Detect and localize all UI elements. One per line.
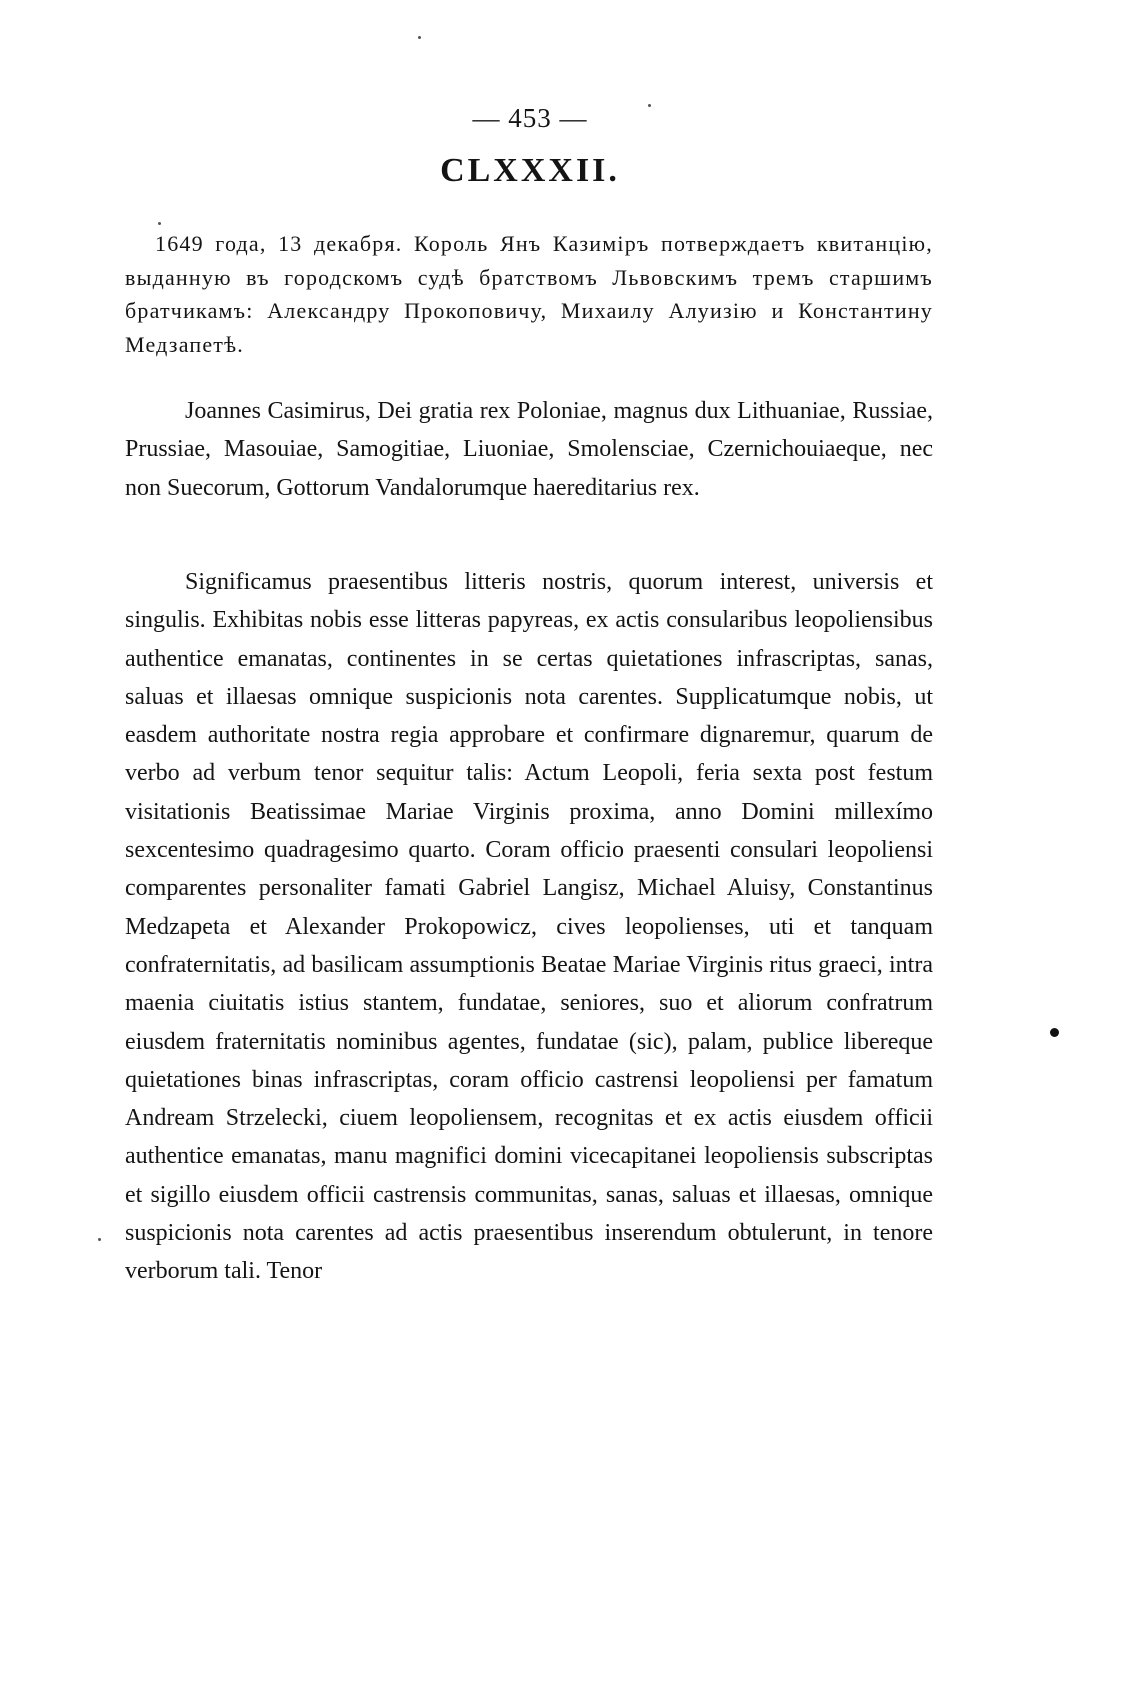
scan-speck [648,104,651,107]
scan-speck [158,222,161,225]
summary-text: 1649 года, 13 декабря. Король Янъ Казиміръ потверждаетъ квитанцію, выданную въ городскомъ судѣ братствомъ Львовскимъ тремъ старшимъ братчикамъ: Александру Прокоповичу, Михаилу Алуизію и Константину Медзапетѣ. [125,231,933,357]
body-paragraph-1 [125,392,933,507]
scan-speck [418,36,421,39]
body-paragraph-2 [125,563,933,1291]
paragraph-text: Significamus praesentibus litteris nostris, quorum interest, universis et singulis. Exhibitas nobis esse litteras papyreas, ex actis consularibus leopoliensibus authentice emanatas, continentes in se certas quietationes infrascriptas, sanas, saluas et illaesas omnique suspicionis nota carentes. Supplicatumque nobis, ut easdem authoritate nostra regia approbare et confirmare dignaremur, quarum de verbo ad verbum tenor sequitur talis: Actum Leopoli, feria sexta post festum visitationis Beatissimae Mariae Virginis proxima, anno Domini millexímo sexcentesimo quadragesimo quarto. Coram officio praesenti consulari leopoliensi comparentes personaliter famati Gabriel Langisz, Michael Aluisy, Constantinus Medzapeta et Alexander Prokopowicz, cives leopolienses, uti et tanquam confraternitatis, ad basilicam assumptionis Beatae Mariae Virginis ritus graeci, intra maenia ciuitatis istius stantem, fundatae, seniores, suo et aliorum confratrum eiusdem fraternitatis nominibus agentes, fundatae (sic), palam, publice libereque quietationes binas infrascriptas, coram officio castrensi leopoliensi per famatum Andream Strzelecki, ciuem leopoliensem, recognitas et ex actis eiusdem officii authentice emanatas, manu magnifici domini vicecapitanei leopoliensis subscriptas et sigillo eiusdem officii castrensis communitas, sanas, saluas et illaesas, omnique suspicionis nota carentes ad actis praesentibus inserendum obtulerunt, in tenore verborum tali. Tenor [125,569,933,1285]
paragraph-text: Joannes Casimirus, Dei gratia rex Poloniae, magnus dux Lithuaniae, Russiae, Prussiae, Masouiae, Samogitiae, Liuoniae, Smolensciae, Czernichouiaeque, nec non Suecorum, Gottorum Vandalorumque haereditarius rex. [125,398,933,501]
page-number: — 453 — [472,103,588,133]
document-number: CLXXXII. [440,152,620,189]
margin-dot-mark [1050,1028,1059,1037]
document-summary [125,227,933,361]
scan-speck [98,1238,101,1241]
